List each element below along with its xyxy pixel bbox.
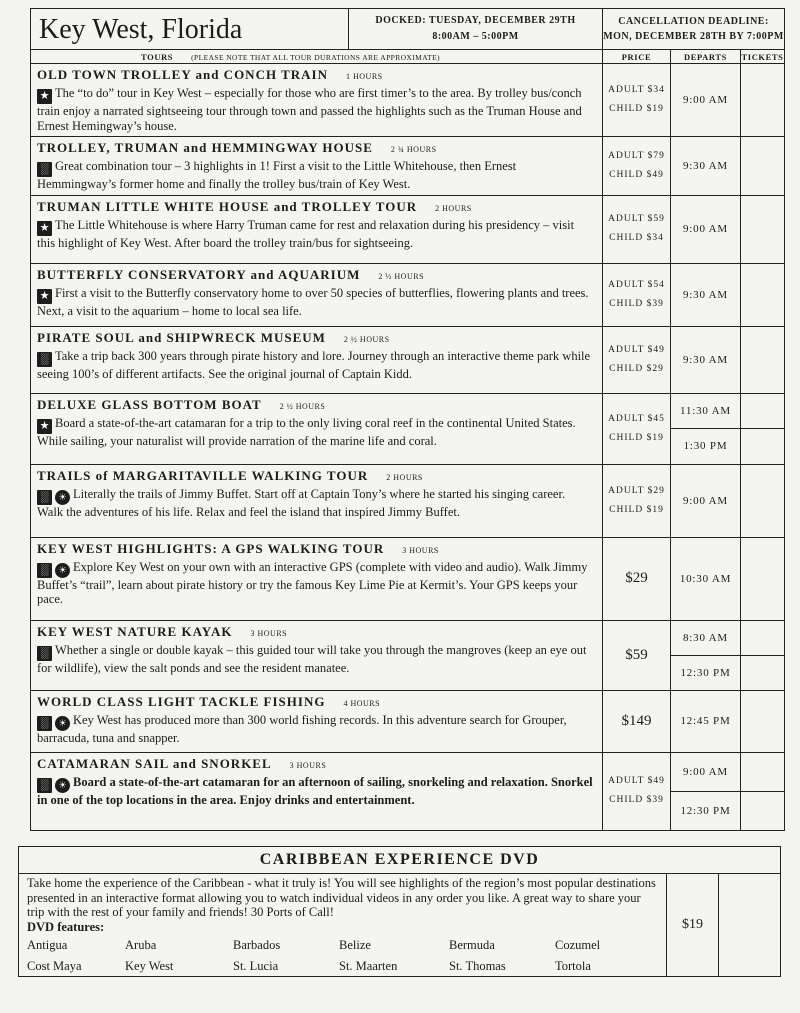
tickets-cell[interactable] <box>741 137 785 196</box>
tours-column-header: TOURS (PLEASE NOTE THAT ALL TOUR DURATIONS ARE APPROXIMATE) <box>31 50 603 64</box>
departure-time: 12:30 PM <box>671 655 741 690</box>
price-cell <box>603 393 671 464</box>
departure-time: 8:30 AM <box>671 620 741 655</box>
cancellation-deadline: CANCELLATION DEADLINE: MON, DECEMBER 28TH BY 7:00PM <box>603 9 785 50</box>
price-cell <box>603 64 671 137</box>
dvd-box <box>18 846 780 977</box>
port-name: St. Maarten <box>339 958 398 973</box>
tickets-cell[interactable] <box>741 537 785 620</box>
price-child: CHILD $34 <box>609 233 664 243</box>
port-name: Aruba <box>125 937 157 952</box>
dvd-price: $19 <box>667 874 719 977</box>
hiking-group-icon: ░ <box>37 646 52 661</box>
tour-duration: 2 HOURS <box>386 472 423 482</box>
docked-info: DOCKED: TUESDAY, DECEMBER 29TH 8:00AM – 5:00PM <box>349 9 603 50</box>
port-name: Bermuda <box>449 937 495 952</box>
table-row <box>31 464 785 537</box>
wheelchair-icon: ☀ <box>55 490 70 505</box>
dvd-ports-list <box>27 938 658 974</box>
wheelchair-icon: ☀ <box>55 563 70 578</box>
table-row <box>31 752 785 791</box>
departure-time: 10:30 AM <box>671 537 741 620</box>
tour-duration: 2 ½ HOURS <box>343 334 390 344</box>
table-row <box>31 537 785 620</box>
column-header-row <box>31 50 785 64</box>
tour-description: ★ First a visit to the Butterfly conservatory home to over 50 species of butterflies, flowering plants and trees. Next, a visit to the aquarium – home to local sea life. <box>37 285 589 318</box>
departure-time: 9:00 AM <box>671 195 741 263</box>
price-value: $149 <box>621 712 652 729</box>
tour-cell <box>31 326 603 393</box>
price-value: $59 <box>625 646 648 663</box>
departure-time: 12:30 PM <box>671 791 741 830</box>
port-name: Belize <box>339 937 371 952</box>
departure-time: 9:00 AM <box>671 464 741 537</box>
table-row <box>31 263 785 326</box>
tour-order-form <box>30 8 784 831</box>
price-cell <box>603 326 671 393</box>
price-adult: ADULT $79 <box>608 150 665 161</box>
tour-duration: 3 HOURS <box>289 760 327 770</box>
tickets-cell[interactable] <box>741 393 785 429</box>
tickets-cell[interactable] <box>741 64 785 137</box>
walking-figure-icon: ★ <box>37 221 52 236</box>
price-cell <box>603 263 671 326</box>
tour-cell <box>31 64 603 137</box>
tour-name: TRUMAN LITTLE WHITE HOUSE and TROLLEY TOUR 2 HOURS <box>37 198 472 214</box>
departure-time: 9:00 AM <box>671 64 741 137</box>
hiking-group-icon: ░ <box>37 352 52 367</box>
tickets-cell[interactable] <box>741 620 785 655</box>
dvd-details <box>19 874 667 977</box>
departure-time: 12:45 PM <box>671 690 741 752</box>
table-row <box>31 137 785 196</box>
tour-rows <box>31 64 785 831</box>
price-cell <box>603 690 671 752</box>
port-name: Antigua <box>27 937 68 952</box>
tickets-cell[interactable] <box>741 655 785 690</box>
departure-time: 1:30 PM <box>671 429 741 465</box>
dvd-description: Take home the experience of the Caribbean - what it truly is! You will see highlights of the region’s most popular destinations presented in an interactive format allowing you to watch individual videos in any order you like. A great way to share your trip with the rest of your family and friends! 30 Ports of Call! <box>27 876 656 919</box>
departure-time: 9:30 AM <box>671 263 741 326</box>
departure-time: 9:30 AM <box>671 137 741 196</box>
price-adult: ADULT $49 <box>608 344 665 355</box>
tour-cell <box>31 137 603 196</box>
tour-description: ░ ☀ Literally the trails of Jimmy Buffet. Start off at Captain Tony’s where he started his singing career. Walk the adventures of his life. Relax and feel the island that inspired Jimmy Buffet. <box>37 486 566 519</box>
price-cell <box>603 464 671 537</box>
price-cell <box>603 752 671 830</box>
port-name: Key West <box>125 958 174 973</box>
table-row <box>31 195 785 263</box>
price-child: CHILD $49 <box>609 169 664 180</box>
wheelchair-icon: ☀ <box>55 716 70 731</box>
tickets-cell[interactable] <box>741 263 785 326</box>
tour-name: DELUXE GLASS BOTTOM BOAT 2 ½ HOURS <box>37 396 326 412</box>
walking-figure-icon: ★ <box>37 289 52 304</box>
price-cell <box>603 195 671 263</box>
tour-name: WORLD CLASS LIGHT TACKLE FISHING 4 HOURS <box>37 693 381 709</box>
tour-name: CATAMARAN SAIL and SNORKEL 3 HOURS <box>37 755 327 771</box>
tour-duration: 2 ½ HOURS <box>378 271 425 281</box>
tickets-cell[interactable] <box>741 326 785 393</box>
price-adult: ADULT $45 <box>608 413 665 424</box>
tour-cell <box>31 752 603 830</box>
tour-name: KEY WEST HIGHLIGHTS: A GPS WALKING TOUR 3 HOURS <box>37 540 439 556</box>
tour-description: ★ The Little Whitehouse is where Harry Truman came for rest and relaxation during his presidency – visit this highlight of Key West. After board the trolley train/bus for sightseeing. <box>37 217 575 250</box>
tickets-cell[interactable] <box>741 429 785 465</box>
price-cell <box>603 620 671 690</box>
price-child: CHILD $19 <box>609 432 664 443</box>
tour-duration: 2 HOURS <box>435 203 472 213</box>
tour-description: ★ Board a state-of-the-art catamaran for a trip to the only living coral reef in the continental United States. While sailing, your naturalist will provide narration of the marine life and coral. <box>37 415 576 448</box>
departs-column-header: DEPARTS <box>671 50 741 64</box>
departure-time: 9:00 AM <box>671 752 741 791</box>
price-value: $29 <box>625 570 648 586</box>
header-row <box>31 9 785 50</box>
tour-cell <box>31 195 603 263</box>
dvd-features-label: DVD features: <box>27 919 105 934</box>
port-name: Cozumel <box>555 937 601 952</box>
price-adult: ADULT $49 <box>608 776 665 786</box>
price-child: CHILD $19 <box>609 504 664 515</box>
wheelchair-icon: ☀ <box>55 778 70 793</box>
tour-name: OLD TOWN TROLLEY and CONCH TRAIN 1 HOURS <box>37 67 383 82</box>
hiking-group-icon: ░ <box>37 716 52 731</box>
dvd-table <box>18 846 781 977</box>
tickets-cell[interactable] <box>741 464 785 537</box>
tours-table <box>30 8 785 831</box>
tour-cell <box>31 393 603 464</box>
port-name: Barbados <box>233 937 281 952</box>
tour-description: ░ ☀ Board a state-of-the-art catamaran for an afternoon of sailing, snorkeling and relaxation. Snorkel in one of the top locations in the area. Enjoy drinks and entertainment. <box>37 774 593 807</box>
price-column-header: PRICE <box>603 50 671 64</box>
tickets-cell[interactable] <box>741 791 785 830</box>
tickets-column-header: TICKETS <box>741 51 784 62</box>
dvd-title: CARIBBEAN EXPERIENCE DVD <box>19 847 781 874</box>
hiking-group-icon: ░ <box>37 563 52 578</box>
tickets-cell[interactable] <box>741 690 785 752</box>
table-row <box>31 393 785 429</box>
price-adult: ADULT $29 <box>608 485 665 496</box>
port-name: St. Thomas <box>449 958 506 973</box>
tour-cell <box>31 464 603 537</box>
tour-cell <box>31 690 603 752</box>
tickets-cell[interactable] <box>741 195 785 263</box>
tickets-cell[interactable] <box>741 752 785 791</box>
price-child: CHILD $19 <box>609 104 664 114</box>
tour-duration: 3 HOURS <box>402 545 439 555</box>
tour-cell <box>31 537 603 620</box>
port-name: St. Lucia <box>233 958 279 973</box>
tour-description: ░ Great combination tour – 3 highlights in 1! First a visit to the Little Whitehouse, then Ernest Hemmingway’s former home and finally the trolley bus/train of Key West. <box>37 159 517 191</box>
port-name: Tortola <box>555 958 591 973</box>
price-adult: ADULT $54 <box>608 279 665 290</box>
hiking-group-icon: ░ <box>37 162 52 177</box>
table-row <box>31 326 785 393</box>
price-child: CHILD $39 <box>609 795 664 805</box>
hiking-group-icon: ░ <box>37 778 52 793</box>
tour-cell <box>31 263 603 326</box>
tour-name: PIRATE SOUL and SHIPWRECK MUSEUM 2 ½ HOURS <box>37 329 390 345</box>
tour-description: ░ Whether a single or double kayak – this guided tour will take you through the mangroves (keep an eye out for wildlife), view the salt ponds and see the resident manatee. <box>37 642 587 675</box>
tour-description: ░ ☀ Explore Key West on your own with an interactive GPS (complete with video and audio). Walk Jimmy Buffet’s “trail”, learn about pirate history or try the famous Key Lime Pie at Kermit’s. Your GPS keeps your pace. <box>37 559 588 606</box>
walking-figure-icon: ★ <box>37 89 52 104</box>
price-child: CHILD $29 <box>609 363 664 374</box>
price-cell <box>603 137 671 196</box>
price-adult: ADULT $59 <box>608 214 665 224</box>
tour-name: TRAILS of MARGARITAVILLE WALKING TOUR 2 HOURS <box>37 467 423 483</box>
dvd-tickets-cell[interactable] <box>719 874 781 977</box>
tour-duration: 4 HOURS <box>343 698 381 708</box>
tour-description: ░ Take a trip back 300 years through pirate history and lore. Journey through an interactive theme park while seeing 100’s of different artifacts. See the original journal of Captain Kidd. <box>37 348 591 381</box>
tour-name: TROLLEY, TRUMAN and HEMMINGWAY HOUSE 2 ¾ HOURS <box>37 140 437 155</box>
departure-time: 11:30 AM <box>671 393 741 429</box>
price-adult: ADULT $34 <box>608 85 665 95</box>
walking-figure-icon: ★ <box>37 419 52 434</box>
tour-duration: 3 HOURS <box>250 628 288 638</box>
table-row <box>31 64 785 137</box>
tour-description: ░ ☀ Key West has produced more than 300 world fishing records. In this adventure search for Grouper, barracuda, tuna and snapper. <box>37 712 567 745</box>
table-row <box>31 690 785 752</box>
tour-description: ★ The “to do” tour in Key West – especially for those who are first timer’s to the area. By trolley bus/conch train enjoy a narrated sightseeing tour through town and passed the highlights such as the Truman House and Ernest Hemingway’s house. <box>37 86 582 133</box>
page-title: Key West, Florida <box>31 9 349 50</box>
tour-name: KEY WEST NATURE KAYAK 3 HOURS <box>37 623 288 639</box>
port-name: Cost Maya <box>27 958 82 973</box>
tour-cell <box>31 620 603 690</box>
tour-duration: 2 ¾ HOURS <box>390 145 437 154</box>
table-row <box>31 620 785 655</box>
departure-time: 9:30 AM <box>671 326 741 393</box>
tour-duration: 2 ½ HOURS <box>279 401 326 411</box>
price-child: CHILD $39 <box>609 298 664 309</box>
tour-duration: 1 HOURS <box>345 72 383 81</box>
hiking-group-icon: ░ <box>37 490 52 505</box>
price-cell <box>603 537 671 620</box>
tour-name: BUTTERFLY CONSERVATORY and AQUARIUM 2 ½ HOURS <box>37 266 425 282</box>
